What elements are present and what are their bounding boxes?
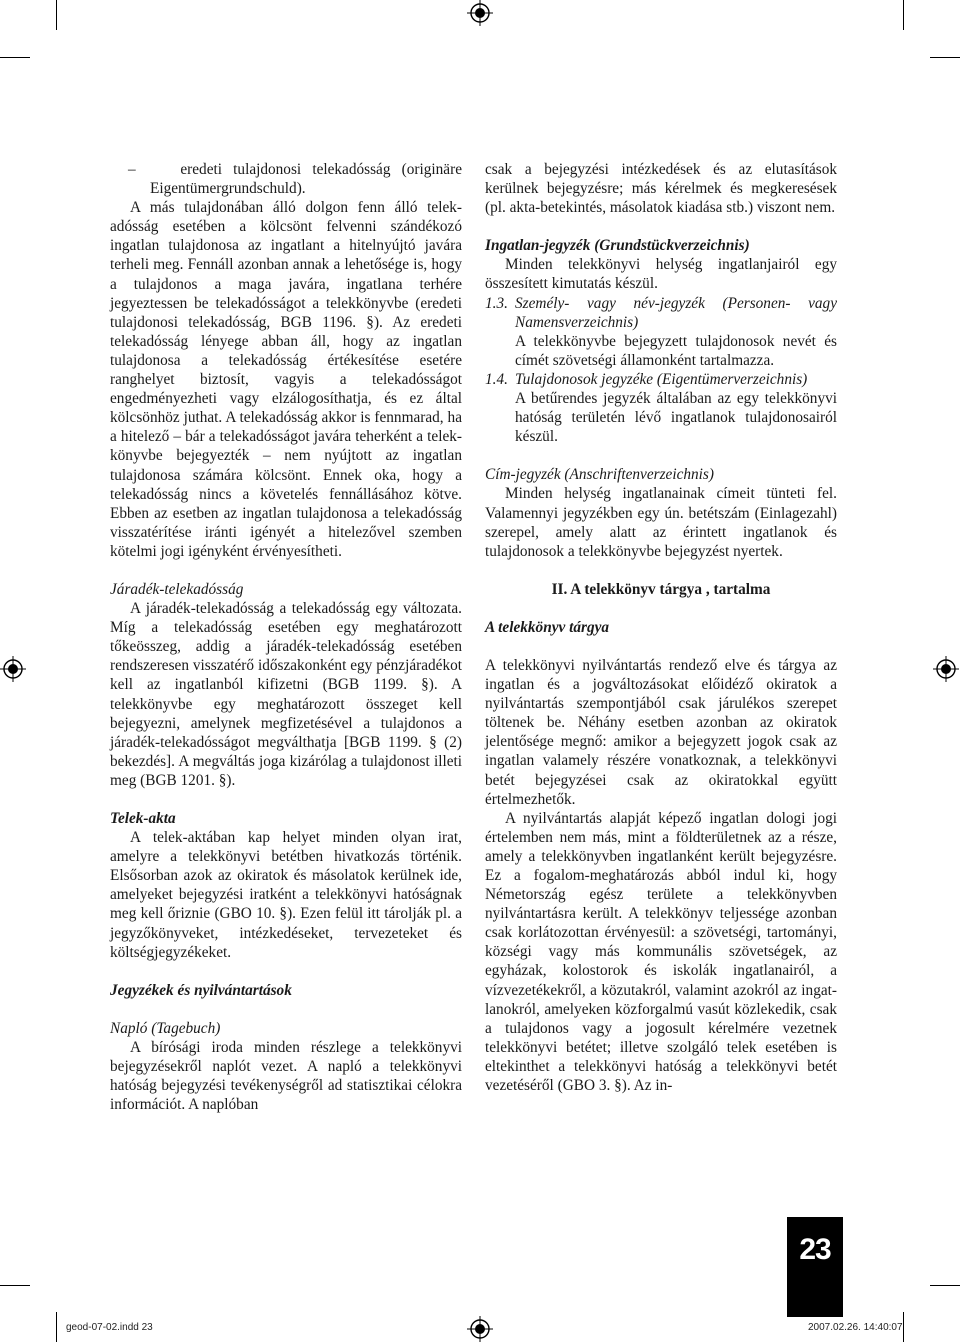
list-item-number: 1.3. [485, 294, 508, 312]
list-item-number: 1.4. [485, 370, 508, 388]
left-column [110, 160, 462, 1114]
crop-mark [0, 1285, 30, 1286]
page-number-label: 23 [799, 1233, 831, 1266]
crop-mark [56, 0, 57, 30]
list-item-1-4 [485, 370, 837, 446]
paragraph: A bírósági iroda minden részlege a telekkönyvi bejegyzésekről naplót vezet. A napló a telekkönyvi hatóság bejegyzési tevékenységről ad statisztikai célokra információt. A naplóban [110, 1038, 462, 1114]
crop-mark [903, 0, 904, 30]
registration-mark-icon [0, 656, 26, 682]
section-heading-telekakta: Telek-akta [110, 810, 176, 827]
section-heading-cim: Cím-jegyzék (Anschriftenverzeichnis) [485, 466, 714, 484]
list-item-description: A betűrendes jegyzék általában az egy telekkönyvi hatóság területén lévő ingatlanok tulajdonosairól készül. [515, 390, 837, 446]
chapter-heading: II. A telekkönyv tárgya , tartalma [551, 580, 771, 598]
registration-mark-icon [933, 656, 959, 682]
crop-mark [930, 1285, 960, 1286]
registration-mark-icon [467, 1316, 493, 1342]
crop-mark [903, 1312, 904, 1342]
slug-filename: geod-07-02.indd 23 [66, 1322, 153, 1333]
section-heading-jaradek: Járadék-telekadósság [110, 580, 244, 598]
list-item-description: A telekkönyvbe bejegyzett tulajdonosok nevét és címét szövetségi államonként tartalmazza. [515, 332, 837, 369]
dash-list-item: – eredeti tulajdonosi telekadósság (originäre Eigentümergrundschuld). [128, 161, 462, 198]
page-number [787, 1217, 843, 1317]
paragraph: Minden telekkönyvi helység ingatlanjairól egy összesített kimutatás készül. [485, 256, 837, 293]
slug-datetime: 2007.02.26. 14:40:07 [808, 1322, 903, 1333]
section-heading-ingatlan: Ingatlan-jegyzék (Grundstückverzeichnis) [485, 237, 750, 255]
crop-mark [56, 1312, 57, 1342]
list-item-title: Személy- vagy név-jegyzék (Personen- vagy Namensverzeichnis) [515, 294, 837, 331]
paragraph: A nyilvántartás alapját képező ingatlan dologi jogi értelemben nem más, mint a földterületnek az a része, amely a telekkönyvben ingatlanként került bejegyzésre. Ez a fogalom-meghatározás abból indul ki, hogy Németország egész területe a telekkönyvben nyilvántartásra került. A telekkönyv teljessége azonban csak korlátozottan érvényesül: a szövetségi, tartományi, községi vagy más kommunális szövetségek, az egyházak, kolostorok és iskolák ingatlanairól, a vízvezetékekről, a közutakról, valamint azokról az ingatlanokról, amelyeken közforgalmú vasút közlekedik, csak a tulajdonos vagy a jogosult kérelmére vezetnek telekkönyvi betétet; illetve szolgáló telek esetében is eltekinthet a telekkönyvi hatóság a telekkönyvi betét vezetéséről (GBO 3. §). Az in- [485, 809, 837, 1095]
crop-mark [930, 57, 960, 58]
paragraph: A telekkönyvi nyilvántartás rendező elve és tárgya az ingatlan és a jogváltozásokat előidéző okiratok a nyilvántartás szempontjából csak járulékos szerepet töltenek be. Néhány esetben azonban az okiratok jelentősége megnő: amikor a bejegyzett jogok csak az ingatlan valamely részére vonatkoznak, a telekkönyvi betét bejegyzései csak az okiratokkal együtt értelmezhetők. [485, 656, 837, 808]
paragraph: A más tulajdonában álló dolgon fenn álló telekadósság esetében a kölcsönt felvenni szándékozó ingatlan tulajdonosa az ingatlant a hitelnyújtó javára terheli meg. Fennáll azonban annak a lehetősége is, hogy a tulajdonos a maga javára, ingatlana terhére jegyeztessen be telekadósságot a telekkönyvbe (eredeti tulajdonosi telekadósság, BGB 1196. §). Az eredeti telekadósság lényege abban áll, hogy az ingatlan tulajdonosa a telekadósság értékesítése esetére ranghelyet biztosít, vagyis a telekadósságot engedményezheti vagy elzálogosíthatja, és ez által kölcsönhöz juthat. A telekadósság akkor is fennmarad, ha a hitelező – bár a telekadósságot javára teherként a telekkönyvbe bejegyezték – nem nyújtott az ingatlan tulajdonosa számára kölcsönt. Ennek oka, hogy a telekadósság nincs a követelés fennállásához kötve. Ebben az esetben az ingatlan tulajdonosa a telekadósság visszatérítése iránti igényét a hitelezővel szemben kötelmi jogi igényként érvényesítheti. [110, 199, 462, 560]
list-item-title: Tulajdonosok jegyzéke (Eigentümerverzeichnis) [515, 370, 808, 388]
section-heading-targya: A telekkönyv tárgya [485, 618, 610, 636]
registration-mark-icon [467, 0, 493, 26]
paragraph: csak a bejegyzési intézkedések és az elutasítások kerülnek bejegyzésre; más kérelmek és megkeresések (pl. akta-betekintés, másolatok kiadása stb.) viszont nem. [485, 161, 837, 217]
paragraph: A telek-aktában kap helyet minden olyan irat, amelyre a telekkönyvi betétben hivatkozás történik. Elsősorban azok az okiratok és másolatok kerülnek ide, amelyeket bejegyzési iratként a telekkönyvi hatóságnak meg kell őriznie (GBO 10. §). Ezen felül itt tárolják pl. a jegyzőkönyveket, intézkedéseket, tervezeteket és költségjegyzékeket. [110, 829, 462, 961]
section-heading-naplo: Napló (Tagebuch) [110, 1019, 221, 1037]
section-heading-jegyzekek: Jegyzékek és nyilvántartások [110, 981, 292, 999]
paragraph: A járadék-telekadósság a telekadósság egy változata. Míg a telekadósság esetében egy meghatározott tőkeösszeg, addig a járadék-telekadósság esetében rendszeresen visszatérő időszakonként egy pénzjáradékot kell az ingatlanból kifizetni (BGB 1199. §). A telekkönyvbe egy meghatározott összeget kell bejegyezni, amelynek megfizetésével a tulajdonos a járadék-telekadósságot megválthatja [BGB 1199. § (2) bekezdés]. A megváltás joga kizárólag a tulajdonost illeti meg (BGB 1201. §). [110, 600, 462, 789]
right-column [485, 160, 837, 1095]
paragraph: Minden helység ingatlanainak címeit tünteti fel. Valamennyi jegyzékben egy ún. betétszám (Einlagezahl) szerepel, amely alatt az érintett ingatlanok és tulajdonosok a telekkönyvbe bejegyzést nyertek. [485, 485, 837, 560]
crop-mark [0, 57, 30, 58]
list-item-1-3 [485, 294, 837, 370]
